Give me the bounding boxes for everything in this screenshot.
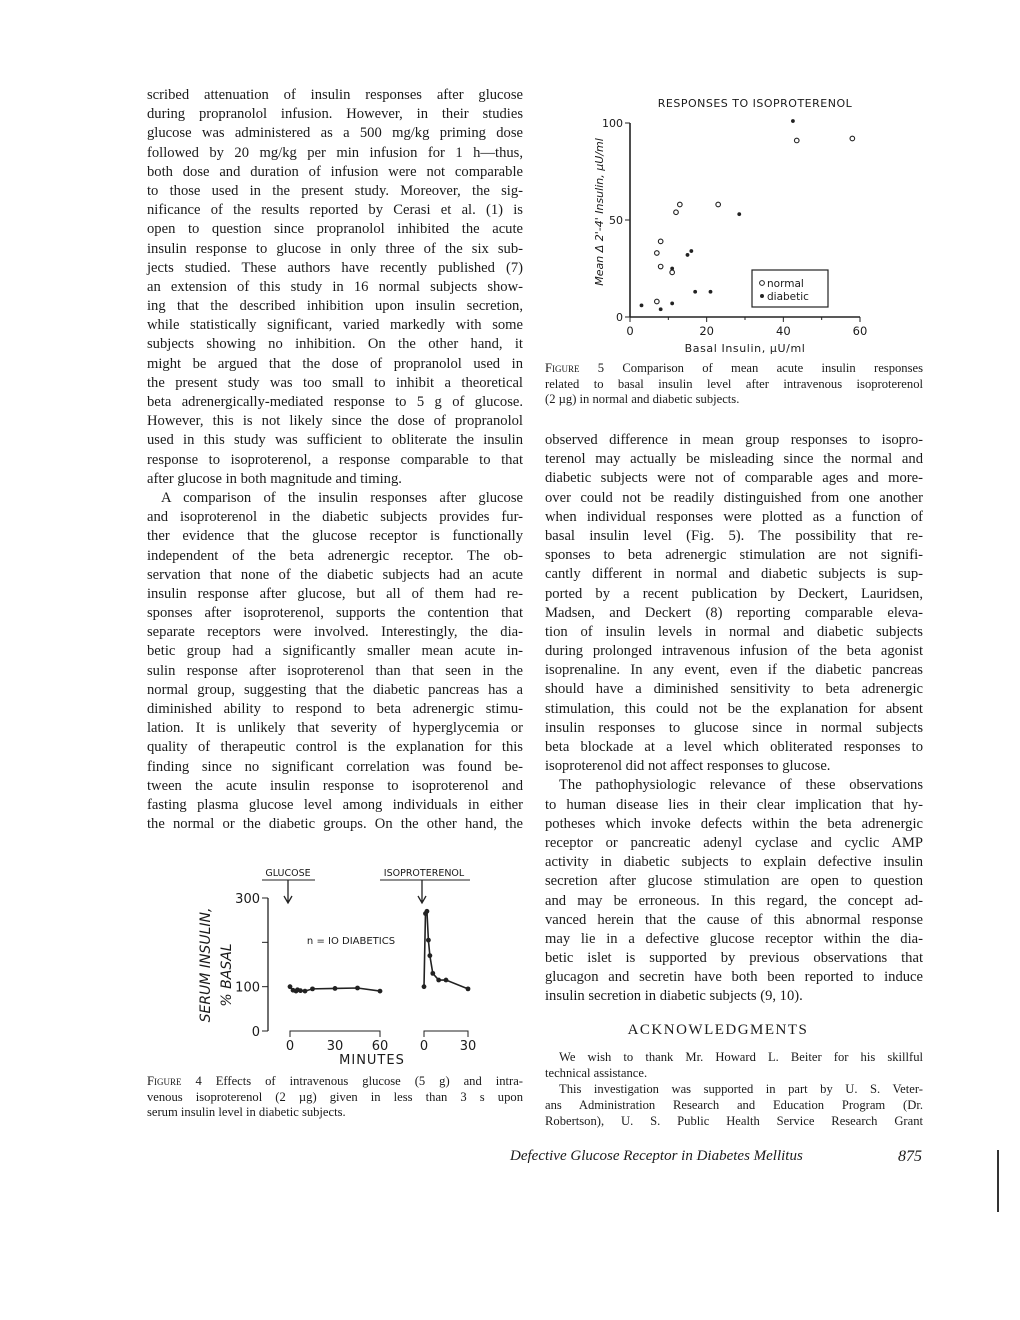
text-line: during propranolol infusion. However, in their studies bbox=[147, 106, 523, 123]
text-line: observed difference in mean group responses to isopro- bbox=[545, 432, 923, 448]
point-normal bbox=[655, 251, 660, 256]
text-line: We wish to thank Mr. Howard L. Beiter for his skillful bbox=[559, 1050, 923, 1064]
x-tick-label: 30 bbox=[326, 1039, 344, 1054]
y-tick-label: 300 bbox=[235, 892, 260, 907]
point-normal bbox=[794, 138, 799, 143]
text-line: while statistically significant, varied markedly with some bbox=[147, 317, 523, 334]
point-glucose bbox=[378, 989, 383, 994]
fig4-n-label: n = IO DIABETICS bbox=[306, 936, 396, 947]
fig4-xlabel: MINUTES bbox=[339, 1053, 405, 1068]
text-line: ther evidence that the glucose receptor is functionally bbox=[147, 528, 523, 545]
caption-label: Figure 4 bbox=[147, 1074, 202, 1088]
text-line: nificance of the results reported by Cerasi et al. (1) is bbox=[147, 202, 523, 219]
point-isoproterenol bbox=[436, 978, 441, 983]
point-glucose bbox=[303, 989, 308, 994]
text-line: beta adrenergically-mediated response to 5 g of glucose. bbox=[147, 394, 523, 410]
text-line: open to question since propranolol inhibited the acute bbox=[147, 221, 523, 238]
fig4-ylabel-2: % BASAL bbox=[219, 943, 235, 1007]
text-line: an extension of this study in 16 normal subjects show- bbox=[147, 278, 523, 295]
text-line: servation that none of the diabetic subjects had an acute bbox=[147, 566, 523, 583]
text-line: secretion after glucose stimulation are open to question bbox=[545, 873, 923, 890]
x-tick-label: 0 bbox=[419, 1039, 429, 1054]
caption-line: related to basal insulin level after intravenous isoproterenol bbox=[545, 376, 923, 391]
text-line: subjects showing no inhibition. On the other hand, it bbox=[147, 336, 523, 353]
y-tick-label: 0 bbox=[251, 1025, 260, 1040]
text-line: stimulation, this could not be the explanation for absent bbox=[545, 700, 923, 717]
text-line: fasting plasma glucose level among individuals in either bbox=[147, 796, 523, 813]
text-line: beta blockade at a level which obliterated responses to bbox=[545, 739, 923, 755]
text-line: However, this is not likely since the dose of propranolol bbox=[147, 413, 523, 430]
text-line: normal group, suggesting that the diabetic pancreas has a bbox=[147, 681, 523, 698]
point-glucose bbox=[310, 986, 315, 991]
text-line: lation. It is unlikely that severity of hyperglycemia or bbox=[147, 720, 523, 737]
point-glucose bbox=[298, 988, 303, 993]
text-line: followed by 20 mg/kg per min infusion for 1 h—thus, bbox=[147, 144, 523, 161]
fig4-glucose-label: GLUCOSE bbox=[265, 868, 311, 879]
point-diabetic bbox=[686, 253, 690, 257]
point-isoproterenol bbox=[427, 953, 432, 958]
page-number: 875 bbox=[898, 1148, 922, 1165]
point-diabetic bbox=[737, 212, 741, 216]
y-tick-label: 100 bbox=[235, 980, 260, 996]
text-line: isoproterenol did not affect responses to glucose. bbox=[545, 758, 831, 775]
text-line: when individual responses were plotted as a function of bbox=[545, 508, 923, 525]
text-line: might be argued that the dose of propranolol used in bbox=[147, 355, 523, 372]
caption-line: serum insulin level in diabetic subjects. bbox=[147, 1105, 346, 1119]
fig5-title: RESPONSES TO ISOPROTERENOL bbox=[657, 97, 853, 110]
x-tick-label: 40 bbox=[776, 324, 791, 338]
point-normal bbox=[658, 239, 663, 244]
y-tick-label: 100 bbox=[602, 117, 623, 130]
text-line: sponses after isoproterenol, supports the contention that bbox=[147, 605, 523, 622]
text-line: during prolonged intravenous infusion of the beta agonist bbox=[545, 643, 923, 660]
text-line: ing that the described inhibition upon insulin secretion, bbox=[147, 298, 523, 315]
point-isoproterenol bbox=[430, 971, 435, 976]
text-line: jects studied. These authors have recently published (7) bbox=[147, 259, 523, 276]
text-line: scribed attenuation of insulin responses after glucose bbox=[147, 87, 523, 103]
text-line: activity in diabetic subjects to explain defective insulin bbox=[545, 854, 923, 871]
point-normal bbox=[658, 264, 663, 269]
text-line: used in this study was sufficient to obliterate the insulin bbox=[147, 432, 523, 449]
fig5-xlabel: Basal Insulin, µU/ml bbox=[684, 342, 806, 355]
text-line: insulin response to glucose in only three of the six sub- bbox=[147, 240, 523, 257]
text-line: after glucose in both magnitude and timing. bbox=[147, 470, 402, 487]
point-isoproterenol bbox=[422, 984, 427, 989]
point-diabetic bbox=[689, 249, 693, 253]
point-diabetic bbox=[791, 119, 795, 123]
text-line: sulin response after isoproterenol than that seen in the bbox=[147, 662, 523, 679]
glucose-arrow-icon bbox=[284, 880, 292, 903]
x-tick-label: 20 bbox=[699, 324, 714, 338]
caption-line: (2 µg) in normal and diabetic subjects. bbox=[545, 392, 740, 406]
iso-arrow-icon bbox=[418, 880, 426, 903]
text-line: receptor or pancreatic adenyl cyclase and cyclic AMP bbox=[545, 834, 923, 851]
point-isoproterenol bbox=[444, 978, 449, 983]
text-line: ported by a recent publication by Deckert, Lauridsen, bbox=[545, 585, 923, 602]
point-diabetic bbox=[670, 267, 674, 271]
y-tick-label: 50 bbox=[609, 214, 623, 227]
point-isoproterenol bbox=[466, 986, 471, 991]
figure4-chart bbox=[198, 868, 476, 1068]
point-isoproterenol bbox=[426, 938, 431, 943]
point-diabetic bbox=[659, 307, 663, 311]
point-diabetic bbox=[709, 290, 713, 294]
text-line: and isoproterenol in the diabetic subjects provides fur- bbox=[147, 509, 523, 526]
text-line: independent of the beta adrenergic receptor. The ob- bbox=[147, 547, 523, 564]
text-line: betic group had a significantly smaller mean acute in- bbox=[147, 643, 523, 660]
text-line: potheses which invoke defects within the beta adrenergic bbox=[545, 815, 923, 832]
point-normal bbox=[716, 202, 721, 207]
text-line: insulin response after glucose, but all of them had re- bbox=[147, 585, 523, 602]
text-line: basal insulin level (Fig. 5). The possibility that re- bbox=[545, 527, 923, 544]
glucose-x-axis bbox=[290, 1031, 380, 1037]
x-tick-label: 0 bbox=[626, 324, 634, 338]
iso-x-axis bbox=[424, 1031, 468, 1037]
text-line: both dose and duration of infusion were not comparable bbox=[147, 163, 523, 180]
text-line: response to isoproterenol, a response comparable to that bbox=[147, 451, 523, 468]
text-line: should have a diminished sensitivity to beta adrenergic bbox=[545, 681, 923, 698]
text-line: separate receptors were involved. Interestingly, the dia- bbox=[147, 624, 523, 641]
point-diabetic bbox=[640, 303, 644, 307]
point-normal bbox=[678, 202, 683, 207]
fig4-ylabel-1: SERUM INSULIN, bbox=[198, 907, 214, 1023]
text-line: This investigation was supported in part by U. S. Veter- bbox=[559, 1082, 923, 1096]
point-diabetic bbox=[693, 290, 697, 294]
text-line: Madsen, and Deckert (8) reporting comparable eleva- bbox=[545, 604, 923, 621]
text-line: and may be erroneous. In this regard, the concept ad- bbox=[545, 892, 923, 909]
text-line: technical assistance. bbox=[545, 1066, 648, 1080]
text-line: the normal or the diabetic groups. On the other hand, the bbox=[147, 816, 523, 833]
caption-text: Comparison of mean acute insulin responses bbox=[622, 361, 923, 375]
text-line: to those used in the present study. Moreover, the sig- bbox=[147, 182, 523, 199]
text-line: insulin responses to glucose since in normal subjects bbox=[545, 719, 923, 736]
text-line: to human disease lies in their clear implication that hy- bbox=[545, 796, 923, 813]
fig5-ylabel: Mean Δ 2'-4' Insulin, µU/ml bbox=[593, 138, 606, 286]
x-tick-label: 60 bbox=[852, 324, 868, 338]
point-glucose bbox=[355, 986, 360, 991]
series-line-isoproterenol bbox=[424, 911, 468, 989]
text-line: glucose was administered as a 500 mg/kg priming dose bbox=[147, 125, 523, 142]
legend-normal-label: normal bbox=[767, 278, 804, 290]
caption-text: Effects of intravenous glucose (5 g) and intra- bbox=[215, 1074, 523, 1088]
text-line: cantly different in normal and diabetic subjects is sup- bbox=[545, 566, 923, 583]
text-line: over could not be readily distinguished from one another bbox=[545, 489, 923, 506]
text-line: The pathophysiologic relevance of these observations bbox=[559, 777, 923, 794]
point-diabetic bbox=[670, 302, 674, 306]
text-line: A comparison of the insulin responses after glucose bbox=[161, 489, 523, 506]
text-line: tween the acute insulin response to isoproterenol and bbox=[147, 777, 523, 794]
point-normal bbox=[850, 136, 855, 141]
text-line: tion of insulin levels in normal and diabetic subjects bbox=[545, 623, 923, 640]
text-line: diminished ability to respond to beta adrenergic stimu- bbox=[147, 701, 523, 717]
text-line: ans Administration Research and Education Program (Dr. bbox=[545, 1098, 923, 1112]
text-line: Robertson), U. S. Public Health Service Research Grant bbox=[545, 1114, 923, 1128]
text-line: glucagon and secretin have both been reported to induce bbox=[545, 969, 923, 986]
legend-diabetic-label: diabetic bbox=[767, 291, 809, 303]
text-line: the present study was too small to inhibit a theoretical bbox=[147, 374, 523, 391]
point-normal bbox=[655, 299, 660, 304]
fig4-iso-label: ISOPROTERENOL bbox=[383, 868, 465, 879]
text-line: terenol may actually be misleading since the normal and bbox=[545, 451, 923, 468]
text-line: isoprenaline. In any event, even if the diabetic pancreas bbox=[545, 662, 923, 679]
y-tick-label: 0 bbox=[616, 311, 623, 324]
text-line: quality of therapeutic control is the explanation for this bbox=[147, 739, 523, 756]
x-tick-label: 60 bbox=[371, 1039, 389, 1054]
caption-label: Figure 5 bbox=[545, 361, 605, 375]
text-line: betic islet is supported by previous observations that bbox=[545, 950, 923, 967]
text-line: finding since no significant correlation was found be- bbox=[147, 758, 523, 775]
point-isoproterenol bbox=[425, 909, 430, 914]
point-normal bbox=[670, 270, 675, 275]
point-glucose bbox=[333, 986, 338, 991]
text-line: vanced herein that the cause of this abnormal response bbox=[545, 911, 923, 928]
text-line: insulin secretion in diabetic subjects (9, 10). bbox=[545, 988, 803, 1005]
running-title: Defective Glucose Receptor in Diabetes Mellitus bbox=[510, 1148, 803, 1164]
legend-diabetic-marker bbox=[760, 294, 764, 298]
point-normal bbox=[674, 210, 679, 215]
caption-line: venous isoproterenol (2 µg) given in less than 3 s upon bbox=[147, 1089, 523, 1104]
acknowledgments-heading: ACKNOWLEDGMENTS bbox=[627, 1022, 809, 1038]
text-line: sponses to beta adrenergic stimulation are not signifi- bbox=[545, 547, 923, 564]
text-line: may lie in a defective glucose receptor within the dia- bbox=[545, 930, 923, 947]
figure5-chart bbox=[593, 97, 867, 355]
x-tick-label: 30 bbox=[459, 1039, 477, 1054]
text-line: diabetic subjects were not of comparable ages and more- bbox=[545, 470, 923, 487]
x-tick-label: 0 bbox=[285, 1039, 295, 1054]
